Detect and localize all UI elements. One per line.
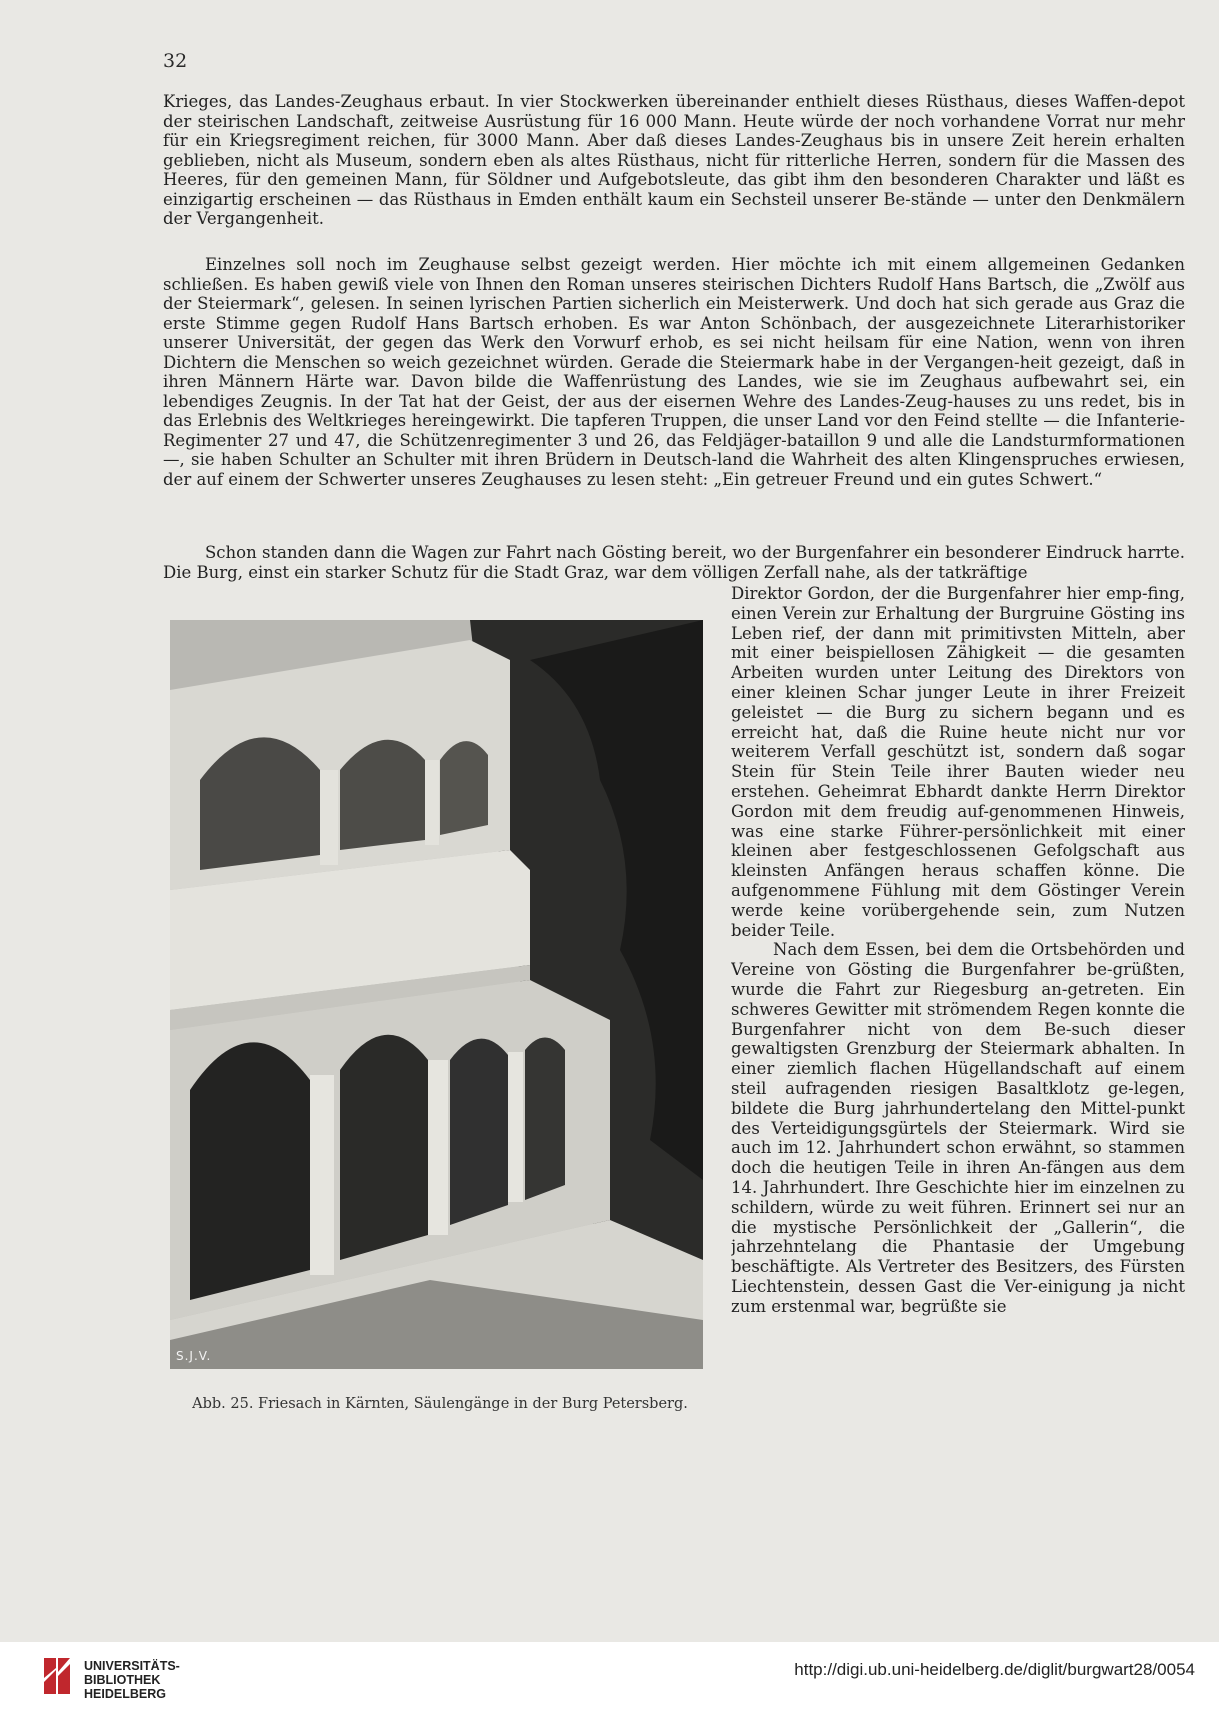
paragraph-goesting-cont <box>731 584 1185 940</box>
page-number: 32 <box>163 50 188 72</box>
paragraph-text: Krieges, das Landes-Zeughaus erbaut. In vier Stockwerken übereinander enthielt dieses Rüsthaus, dieses Waffen-depot der steirischen Landschaft, zeitweise Ausrüstung für 16 000 Mann. Heute würde der noch vorhandene Vorrat nur mehr für ein Kriegsregiment reichen, für 3000 Mann. Aber daß dieses Landes-Zeughaus bis in unsere Zeit herein erhalten geblieben, nicht als Museum, sondern eben als altes Rüsthaus, nicht für ritterliche Herren, sondern für die Massen des Heeres, für den gemeinen Mann, für Söldner und Aufgebotsleute, das gibt ihm den besonderen Charakter und läßt es einzigartig erscheinen — das Rüsthaus in Emden enthält kaum ein Sechsteil unserer Be-stände — unter den Denkmälern der Vergangenheit. <box>163 92 1185 228</box>
right-text-column <box>731 584 1185 1584</box>
university-library-logo-icon <box>42 1656 72 1696</box>
paragraph-riegersburg <box>731 940 1185 1316</box>
paragraph-text: Nach dem Essen, bei dem die Ortsbehörden und Vereine von Gösting die Burgenfahrer be-grüßten, wurde die Fahrt zur Riegesburg an-getreten. Ein schweres Gewitter mit strömendem Regen konnte die Burgenfahrer nicht von dem Be-such dieser gewaltigsten Grenzburg der Steiermark abhalten. In einer ziemlich flachen Hügellandschaft auf einem steil aufragenden riesigen Basaltklotz ge-legen, bildete die Burg jahrhundertelang den Mittel-punkt des Verteidigungsgürtels der Steiermark. Wird sie auch im 12. Jahrhundert schon erwähnt, so stammen doch die heutigen Teile in ihren An-fängen aus dem 14. Jahrhundert. Ihre Geschichte hier im einzelnen zu schildern, würde zu weit führen. Erinnert sei nur an die mystische Persönlichkeit der „Gallerin“, die jahrzehntelang die Phantasie der Umgebung beschäftigte. Als Vertreter des Besitzers, des Fürsten Liechtenstein, dessen Gast die Ver-einigung ja nicht zum erstenmal war, begrüßte sie <box>731 940 1185 1316</box>
library-name-line: UNIVERSITÄTS- <box>84 1659 180 1673</box>
library-name-line: HEIDELBERG <box>84 1687 166 1701</box>
library-name <box>84 1659 180 1701</box>
photo-credit: S.J.V. <box>176 1349 212 1363</box>
figure-caption: Abb. 25. Friesach in Kärnten, Säulengänge in der Burg Petersberg. <box>192 1396 688 1412</box>
photo-arcade-petersberg <box>170 620 703 1369</box>
paragraph-zeughaus <box>163 92 1185 252</box>
arcade-photo-drawing <box>170 620 703 1369</box>
paragraph-goesting-intro <box>163 543 1185 583</box>
paragraph-bartsch <box>163 255 1185 540</box>
source-url-link[interactable]: http://digi.ub.uni-heidelberg.de/diglit/burgwart28/0054 <box>794 1660 1195 1679</box>
paragraph-text: Schon standen dann die Wagen zur Fahrt nach Gösting bereit, wo der Burgenfahrer ein besonderer Eindruck harrte. Die Burg, einst ein starker Schutz für die Stadt Graz, war dem völligen Zerfall nahe, als der tatkräftige <box>163 543 1185 582</box>
paragraph-text: Direktor Gordon, der die Burgenfahrer hier emp-fing, einen Verein zur Erhaltung der Burgruine Gösting ins Leben rief, der dann mit primitivsten Mitteln, aber mit einer beispiellosen Zähigkeit — die gesamten Arbeiten wurden unter Leitung des Direktors von einer kleinen Schar junger Leute in ihrer Freizeit geleistet — die Burg zu sichern begann und es erreicht hat, daß die Ruine heute nicht nur vor weiterem Verfall geschützt ist, sondern daß sogar Stein für Stein Teile ihrer Bauten wieder neu erstehen. Geheimrat Ebhardt dankte Herrn Direktor Gordon mit dem freudig auf-genommenen Hinweis, was eine starke Führer-persönlichkeit mit einer kleinen aber festgeschlossenen Gefolgschaft aus kleinsten Anfängen heraus schaffen könne. Die aufgenommene Fühlung mit dem Göstinger Verein werde keine vorübergehende sein, zum Nutzen beider Teile. <box>731 584 1185 940</box>
library-name-line: BIBLIOTHEK <box>84 1673 161 1687</box>
paragraph-text: Einzelnes soll noch im Zeughause selbst gezeigt werden. Hier möchte ich mit einem allgemeinen Gedanken schließen. Es haben gewiß viele von Ihnen den Roman unseres steirischen Dichters Rudolf Hans Bartsch, die „Zwölf aus der Steiermark“, gelesen. In seinen lyrischen Partien sicherlich ein Meisterwerk. Und doch hat sich gerade aus Graz die erste Stimme gegen Rudolf Hans Bartsch erhoben. Es war Anton Schönbach, der ausgezeichnete Literarhistoriker unserer Universität, der gegen das Werk den Vorwurf erhob, es sei nicht heilsam für eine Nation, wenn von ihren Dichtern die Menschen so weich gezeichnet würden. Gerade die Steiermark habe in der Vergangen-heit gezeigt, daß in ihren Männern Härte war. Davon bilde die Waffenrüstung des Landes, wie sie im Zeughaus aufbewahrt sei, ein lebendiges Zeugnis. In der Tat hat der Geist, der aus der eisernen Wehre des Landes-Zeug-hauses zu uns redet, bis in das Erlebnis des Weltkrieges hereingewirkt. Die tapferen Truppen, die unser Land vor den Feind stellte — die Infanterie-Regimenter 27 und 47, die Schützenregimenter 3 und 26, das Feldjäger-bataillon 9 und alle die Landsturmformationen —, sie haben Schulter an Schulter mit ihren Brüdern in Deutsch-land die Wahrheit des alten Klingenspruches erwiesen, der auf einem der Schwerter unseres Zeughauses zu lesen steht: „Ein getreuer Freund und ein gutes Schwert.“ <box>163 255 1185 489</box>
